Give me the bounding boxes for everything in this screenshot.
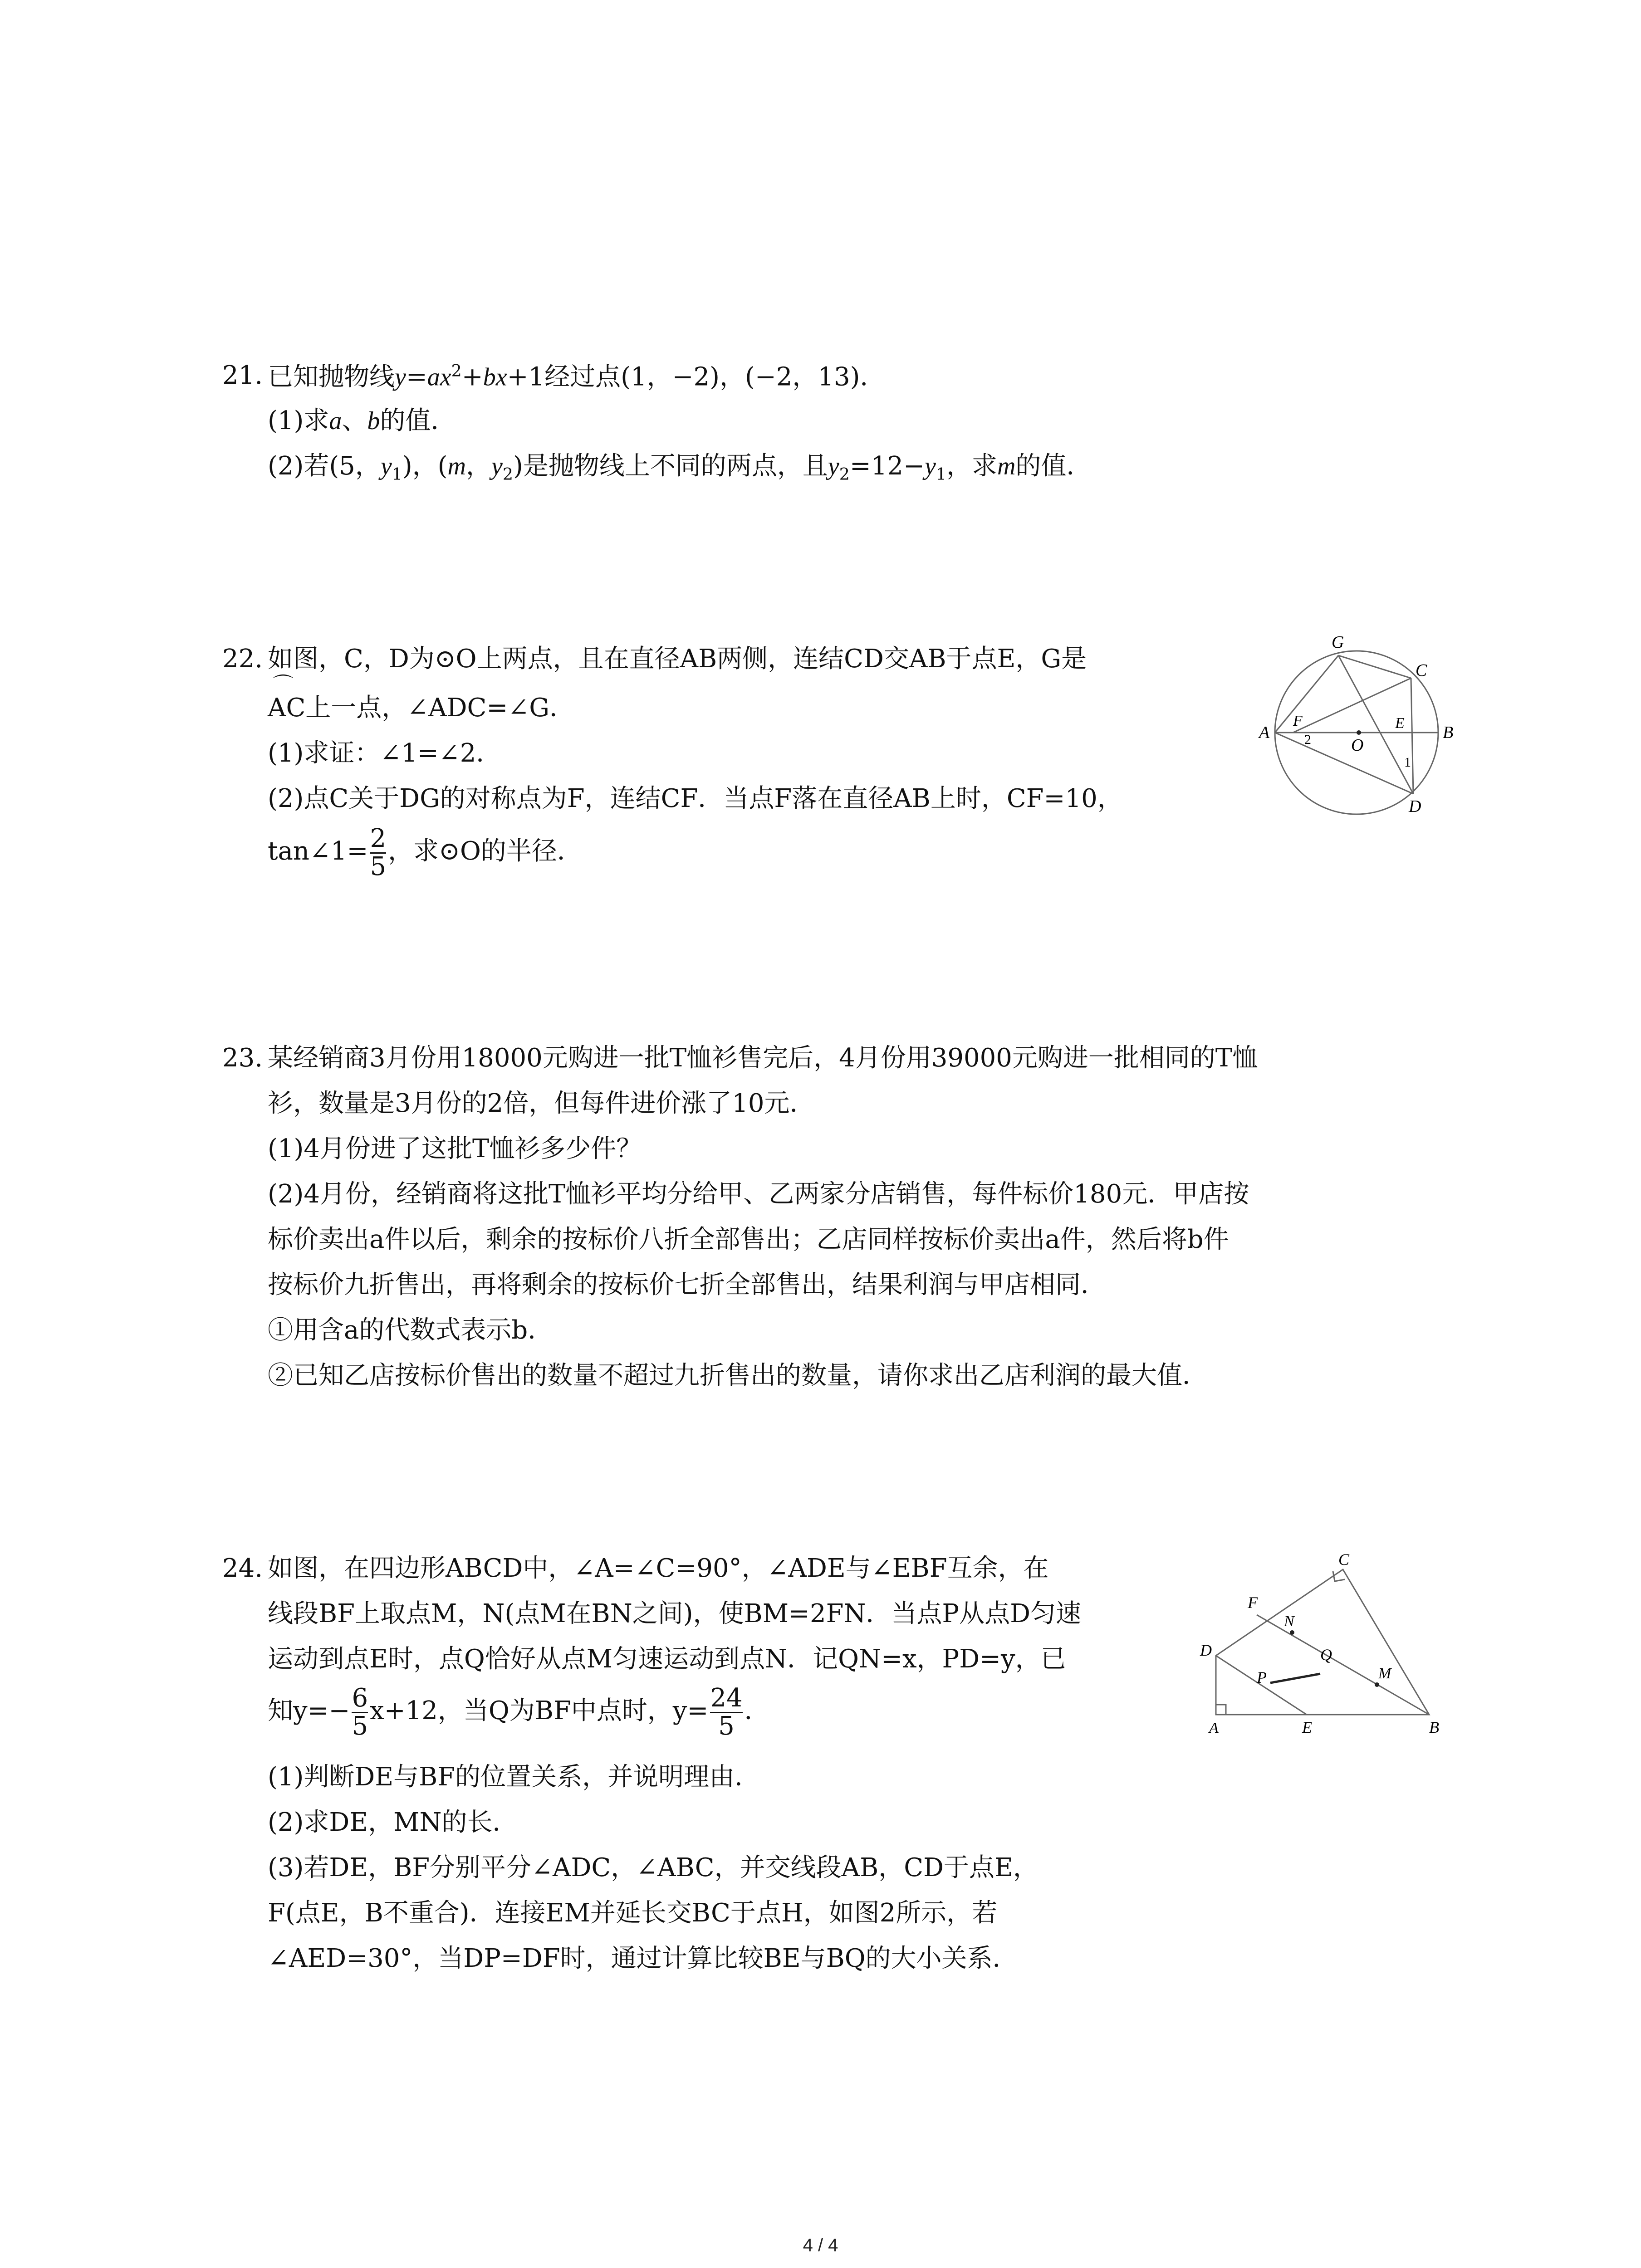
label-A: A bbox=[1259, 723, 1270, 742]
label-E: E bbox=[1302, 1718, 1312, 1736]
question-number: 22. bbox=[222, 644, 263, 674]
question-23-part-2-line-3: 按标价九折售出，再将剩余的按标价七折全部售出，结果利润与甲店相同． bbox=[268, 1270, 1106, 1300]
question-23-part-2-line-1: (2)4月份，经销商将这批T恤衫平均分给甲、乙两家分店销售，每件标价180元．甲店按 bbox=[268, 1179, 1249, 1209]
question-21-stem: 已知抛物线$y=ax^2+bx+1$经过点(1，−2)，(−2，13)． bbox=[268, 361, 886, 392]
label-N: N bbox=[1284, 1613, 1294, 1630]
label-2: 2 bbox=[1304, 732, 1311, 747]
question-24-part-3-line-2: F(点E，B不重合)．连接EM并延长交BC于点H，如图2所示，若 bbox=[268, 1898, 998, 1928]
question-number: 23. bbox=[222, 1043, 263, 1073]
question-23-part-1: (1)4月份进了这批T恤衫多少件？ bbox=[268, 1134, 642, 1163]
label-E: E bbox=[1395, 715, 1405, 732]
label-G: G bbox=[1332, 633, 1344, 652]
label-F: F bbox=[1248, 1593, 1258, 1612]
label-B: B bbox=[1443, 723, 1454, 742]
page-number: 4 / 4 bbox=[803, 2235, 838, 2255]
question-24-line-3: 运动到点E时，点Q恰好从点M匀速运动到点N．记QN=x，PD=y，已 bbox=[268, 1644, 1066, 1674]
question-24-part-3-line-1: (3)若DE，BF分别平分∠ADC，∠ABC，并交线段AB，CD于点E， bbox=[268, 1853, 1038, 1882]
arc-symbol: ⌒ bbox=[273, 673, 293, 696]
label-1: 1 bbox=[1404, 755, 1411, 770]
question-24-line-1: 如图，在四边形ABCD中，∠A=∠C=90°，∠ADE与∠EBF互余，在 bbox=[268, 1554, 1049, 1583]
label-Q: Q bbox=[1320, 1646, 1332, 1664]
fraction-6-5: $\frac{6}{5}$ bbox=[352, 1683, 368, 1741]
question-23-line-2: 衫，数量是3月份的2倍，但每件进价涨了10元． bbox=[268, 1089, 815, 1118]
label-C: C bbox=[1416, 661, 1427, 680]
circle-figure bbox=[1248, 631, 1465, 821]
question-24-line-4: 知y=− $\frac{6}{5}$ x+12，当Q为BF中点时，y= $\frac{24}{5}$ ． bbox=[268, 1683, 770, 1741]
question-number: 24. bbox=[222, 1554, 263, 1583]
question-23-sub-2: ②已知乙店按标价售出的数量不超过九折售出的数量，请你求出乙店利润的最大值． bbox=[268, 1361, 1208, 1390]
question-22-part-2: (2)点C关于DG的对称点为F，连结CF．当点F落在直径AB上时，CF=10， bbox=[268, 784, 1123, 813]
label-F: F bbox=[1293, 713, 1303, 729]
question-24-part-2: (2)求DE，MN的长． bbox=[268, 1808, 518, 1837]
fraction-24-5: $\frac{24}{5}$ bbox=[710, 1683, 743, 1741]
question-22-tan-line: tan∠1= $\frac{2}{5}$ ，求⊙O的半径． bbox=[268, 824, 583, 881]
fraction-2-5: $\frac{2}{5}$ bbox=[370, 824, 387, 881]
quadrilateral-figure bbox=[1189, 1551, 1452, 1742]
question-22-line-2: AC上一点，∠ADC=∠G． bbox=[268, 693, 575, 723]
question-21-part-2: (2)若(5，$y_1$)，(m，$y_2$)是抛物线上不同的两点，且$y_2=12-y_1$，求m的值． bbox=[268, 451, 1092, 484]
label-C: C bbox=[1338, 1551, 1350, 1569]
question-24-line-2: 线段BF上取点M，N(点M在BN之间)，使BM=2FN．当点P从点D匀速 bbox=[268, 1599, 1082, 1628]
label-P: P bbox=[1257, 1668, 1267, 1686]
label-B: B bbox=[1429, 1718, 1439, 1736]
question-22-line-1: 如图，C，D为⊙O上两点，且在直径AB两侧，连结CD交AB于点E，G是 bbox=[268, 644, 1087, 674]
label-M: M bbox=[1378, 1665, 1391, 1682]
question-23-line-1: 某经销商3月份用18000元购进一批T恤衫售完后，4月份用39000元购进一批相同的T恤 bbox=[268, 1043, 1258, 1073]
label-A: A bbox=[1209, 1720, 1219, 1736]
question-22-part-1: (1)求证：∠1=∠2． bbox=[268, 738, 502, 768]
question-21-part-1: (1)求a、b的值． bbox=[268, 406, 456, 435]
label-D: D bbox=[1409, 797, 1421, 816]
question-24-part-3-line-3: ∠AED=30°，当DP=DF时，通过计算比较BE与BQ的大小关系． bbox=[268, 1944, 1018, 1973]
question-number: 21. bbox=[222, 361, 263, 390]
question-23-sub-1: ①用含a的代数式表示b． bbox=[268, 1315, 554, 1345]
question-24-part-1: (1)判断DE与BF的位置关系，并说明理由． bbox=[268, 1762, 760, 1792]
question-23-part-2-line-2: 标价卖出a件以后，剩余的按标价八折全部售出；乙店同样按标价卖出a件，然后将b件 bbox=[268, 1225, 1229, 1254]
label-D: D bbox=[1200, 1641, 1212, 1659]
label-O: O bbox=[1351, 736, 1364, 755]
